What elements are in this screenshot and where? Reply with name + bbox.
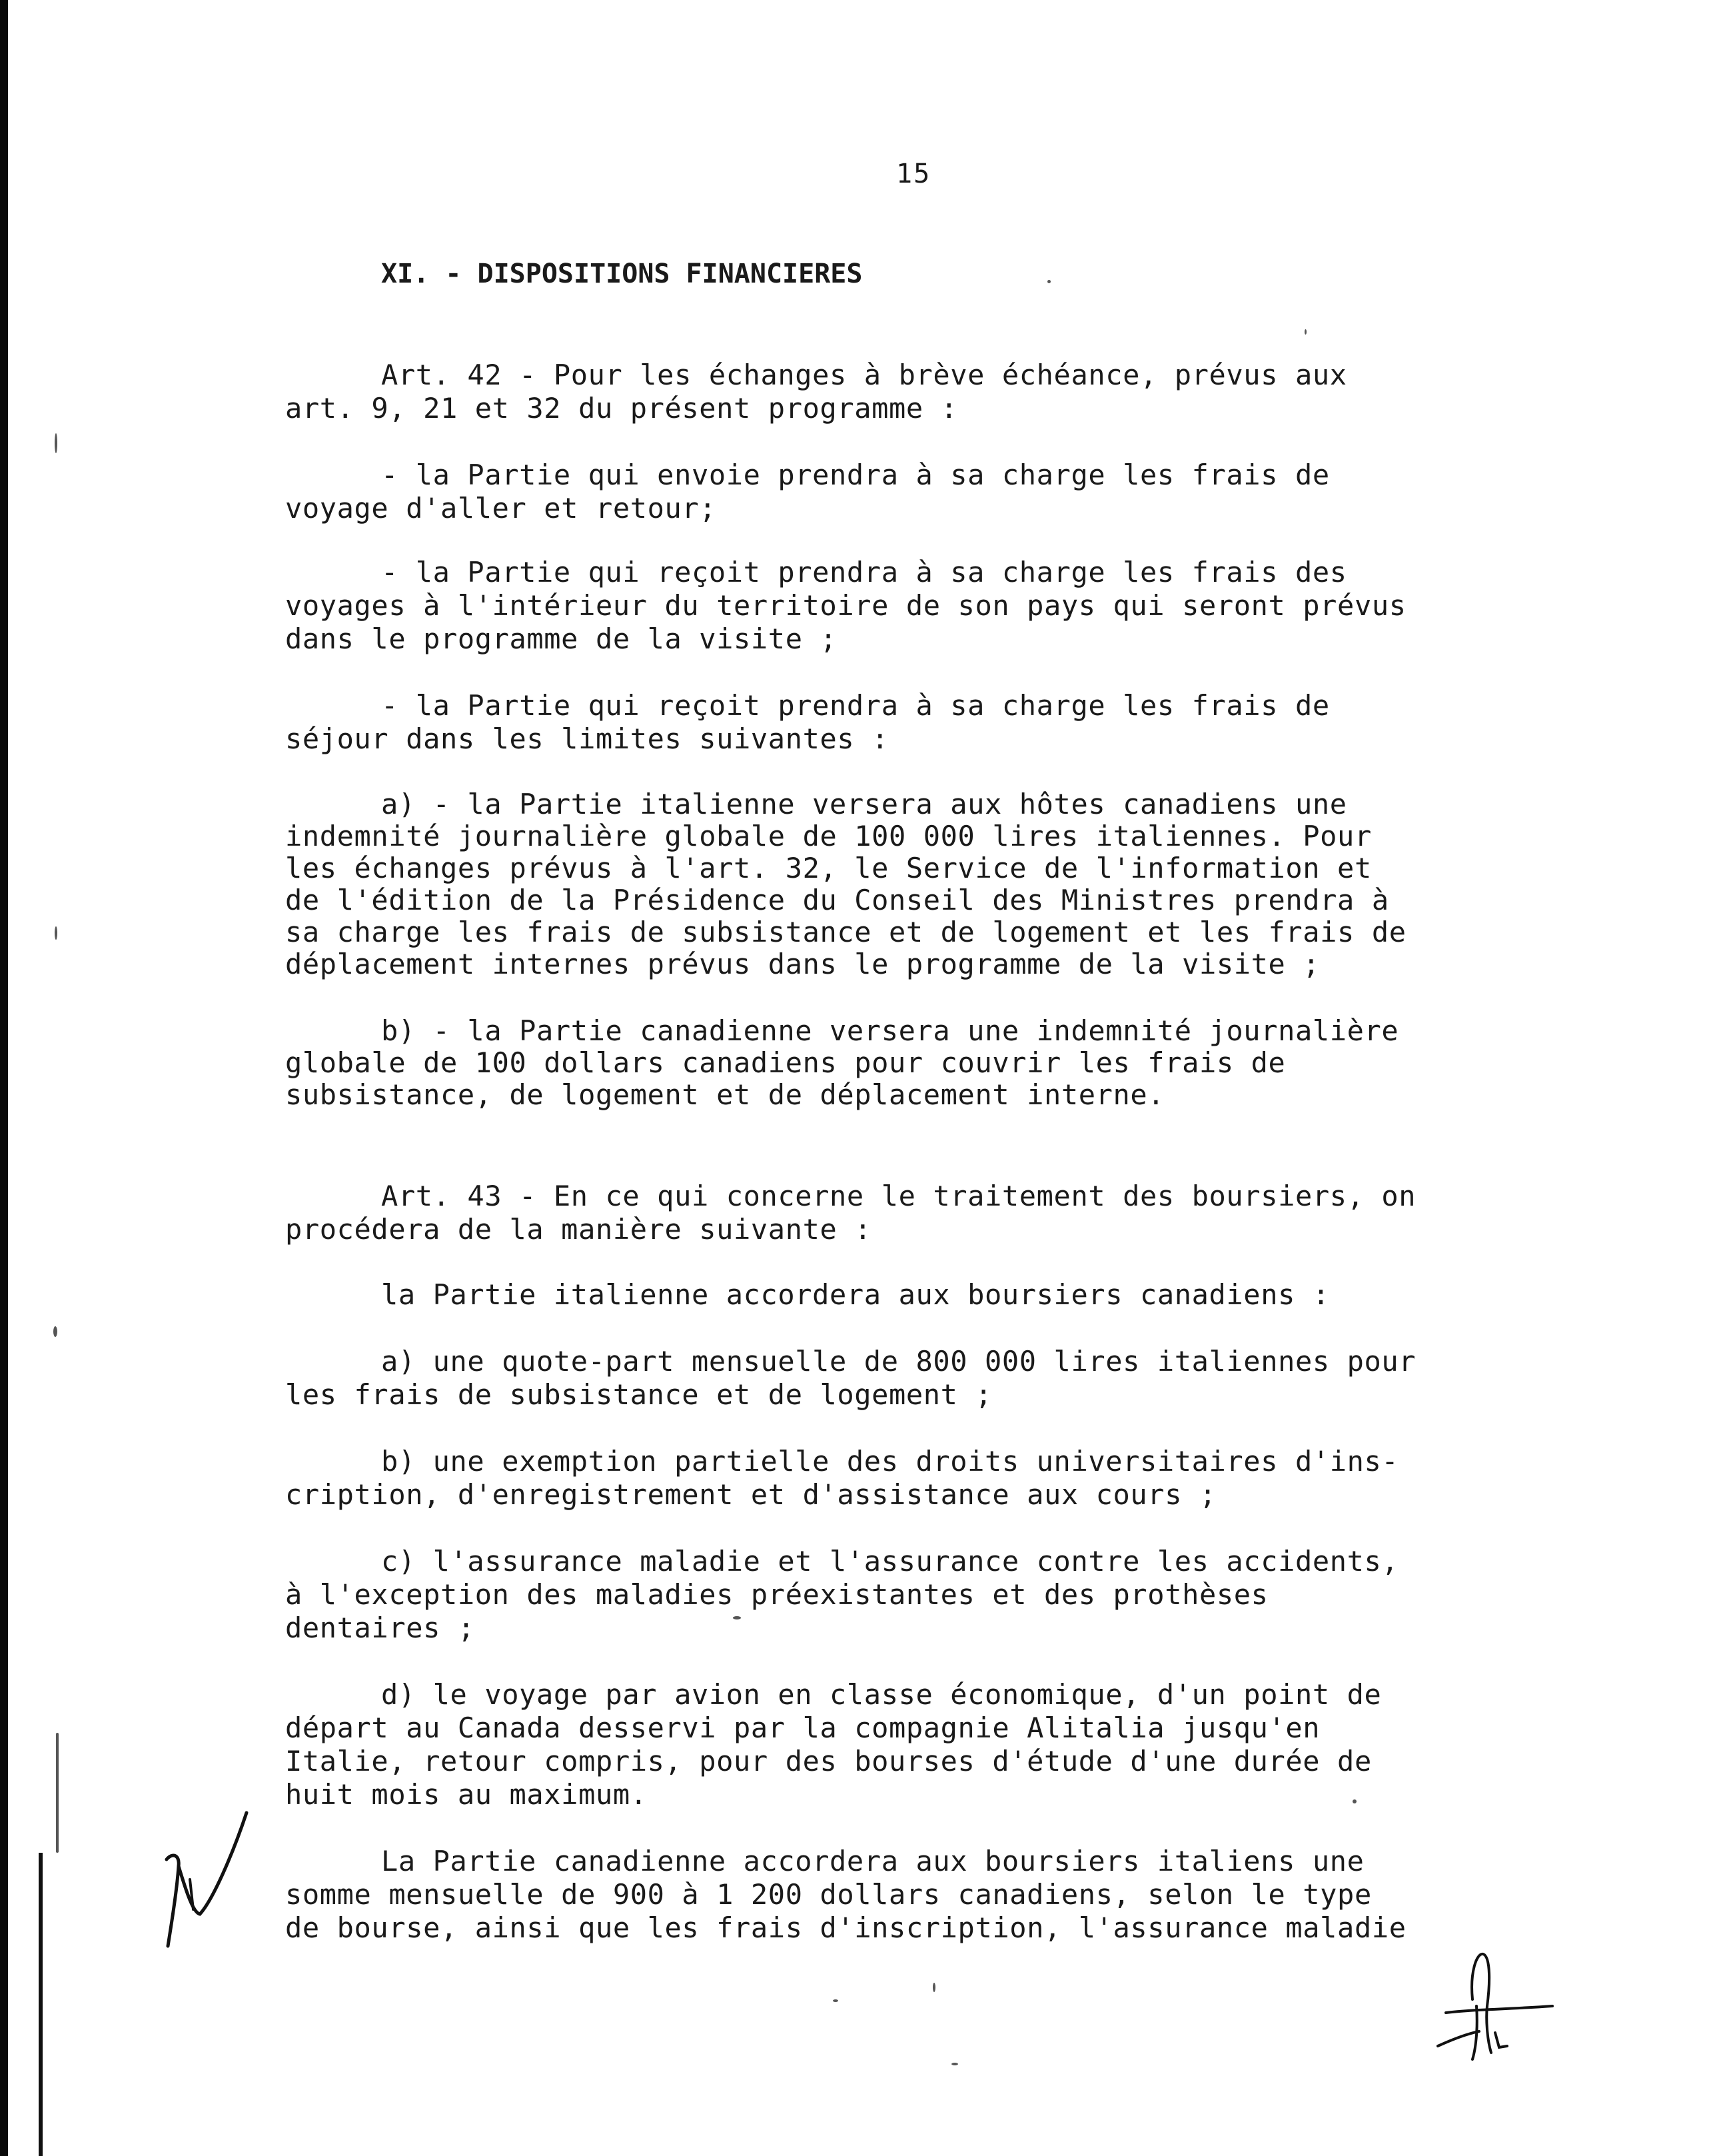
scan-speck — [933, 1983, 935, 1992]
text-line: départ au Canada desservi par la compagnie Alitalia jusqu'en — [285, 1711, 1321, 1744]
text-line: a) - la Partie italienne versera aux hôtes canadiens une — [381, 788, 1347, 820]
scan-speck — [1305, 329, 1307, 335]
text-line: art. 9, 21 et 32 du présent programme : — [285, 392, 958, 425]
initials-right-signature — [1426, 1946, 1559, 2066]
text-line: sa charge les frais de subsistance et de logement et les frais de — [285, 916, 1407, 948]
text-line: somme mensuelle de 900 à 1 200 dollars canadiens, selon le type — [285, 1878, 1372, 1911]
text-line: procédera de la manière suivante : — [285, 1213, 872, 1246]
scan-speck — [53, 1326, 57, 1337]
text-line: a) une quote-part mensuelle de 800 000 lires italiennes pour — [381, 1345, 1417, 1378]
text-line: Italie, retour compris, pour des bourses d'étude d'une durée de — [285, 1745, 1372, 1777]
text-line: huit mois au maximum. — [285, 1778, 648, 1811]
text-line: b) - la Partie canadienne versera une indemnité journalière — [381, 1014, 1399, 1047]
text-line: dans le programme de la visite ; — [285, 622, 838, 655]
scan-left-border — [0, 0, 8, 2156]
scan-speck — [55, 433, 57, 453]
initials-left-signature — [153, 1799, 273, 1959]
text-line: globale de 100 dollars canadiens pour couvrir les frais de — [285, 1046, 1286, 1079]
text-line: La Partie canadienne accordera aux boursiers italiens une — [381, 1845, 1365, 1877]
scan-speck — [733, 1616, 741, 1619]
text-line: de bourse, ainsi que les frais d'inscription, l'assurance maladie — [285, 1911, 1407, 1944]
text-line: les échanges prévus à l'art. 32, le Service de l'information et — [285, 852, 1372, 884]
text-line: séjour dans les limites suivantes : — [285, 722, 889, 755]
text-line: Art. 42 - Pour les échanges à brève échéance, prévus aux — [381, 359, 1347, 391]
scan-speck — [833, 1999, 838, 2002]
text-line: d) le voyage par avion en classe économique, d'un point de — [381, 1678, 1382, 1711]
text-line: - la Partie qui reçoit prendra à sa charge les frais de — [381, 689, 1330, 722]
scan-speck — [55, 926, 57, 940]
text-line: subsistance, de logement et de déplacement interne. — [285, 1078, 1165, 1111]
text-line: dentaires ; — [285, 1612, 475, 1644]
scan-speck — [56, 1733, 59, 1853]
text-line: voyage d'aller et retour; — [285, 492, 717, 525]
text-line: b) une exemption partielle des droits universitaires d'ins- — [381, 1445, 1399, 1478]
scan-speck — [951, 2063, 958, 2065]
text-line: Art. 43 - En ce qui concerne le traitement des boursiers, on — [381, 1180, 1417, 1212]
text-line: de l'édition de la Présidence du Conseil des Ministres prendra à — [285, 884, 1389, 916]
scan-left-border-inner — [39, 1853, 43, 2156]
text-line: voyages à l'intérieur du territoire de son pays qui seront prévus — [285, 589, 1407, 622]
section-heading: XI. - DISPOSITIONS FINANCIERES — [381, 259, 863, 289]
scan-speck — [1047, 280, 1051, 283]
text-line: cription, d'enregistrement et d'assistance aux cours ; — [285, 1478, 1217, 1511]
scan-speck — [1353, 1799, 1357, 1803]
text-line: déplacement internes prévus dans le programme de la visite ; — [285, 948, 1321, 980]
page-number: 15 — [896, 159, 931, 189]
text-line: indemnité journalière globale de 100 000 lires italiennes. Pour — [285, 820, 1372, 852]
text-line: - la Partie qui envoie prendra à sa charge les frais de — [381, 459, 1330, 491]
text-line: c) l'assurance maladie et l'assurance contre les accidents, — [381, 1545, 1399, 1578]
text-line: les frais de subsistance et de logement ; — [285, 1378, 993, 1411]
text-line: - la Partie qui reçoit prendra à sa charge les frais des — [381, 556, 1347, 588]
text-line: la Partie italienne accordera aux boursiers canadiens : — [381, 1278, 1330, 1311]
text-line: à l'exception des maladies préexistantes et des prothèses — [285, 1578, 1269, 1611]
